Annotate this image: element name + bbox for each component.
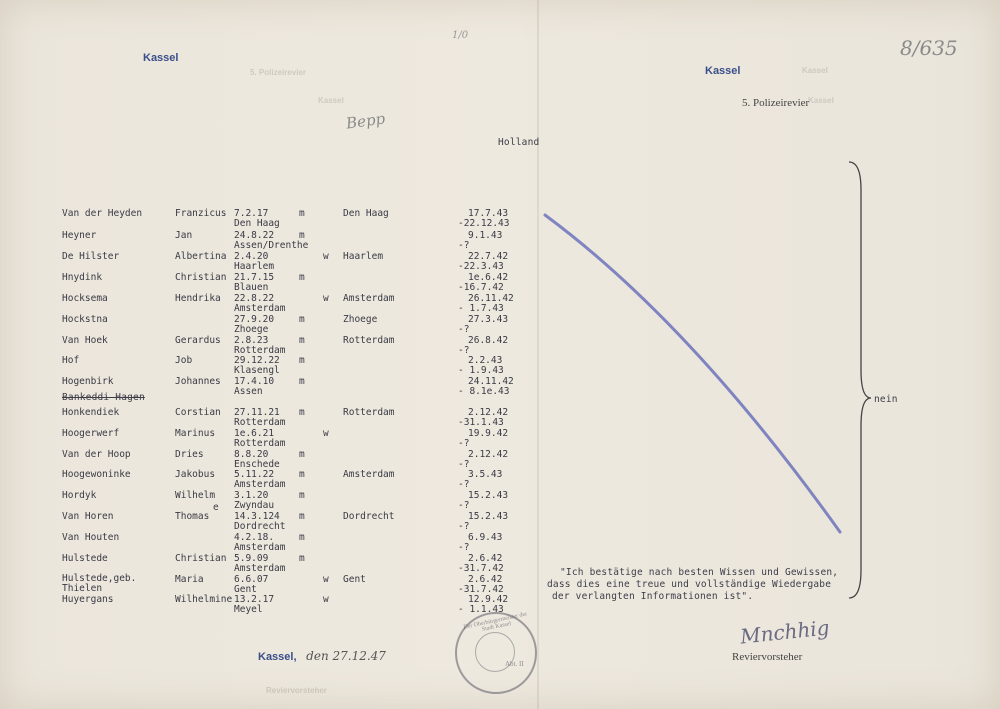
row-to-date: - 1.9.43 [458, 365, 504, 376]
row-surname: Hof [62, 355, 80, 366]
row-birth-date: 27.11.21 [234, 407, 280, 418]
row-sex: m [299, 335, 305, 346]
row-birth-date: 2.4.20 [234, 251, 269, 262]
row-birth-place: Amsterdam [234, 542, 286, 553]
row-surname: Honkendiek [62, 407, 120, 418]
row-birth-place: Dordrecht [234, 521, 286, 532]
row-birth-date: 14.3.124 [234, 511, 280, 522]
row-first-name: Thomas [175, 511, 210, 522]
row-surname: Hulstede [62, 553, 108, 564]
row-birth-place: Rotterdam [234, 345, 286, 356]
row-to-date: -? [458, 500, 470, 511]
row-to-date: -? [458, 542, 470, 553]
row-birth-date: 7.2.17 [234, 208, 269, 219]
row-residence: Haarlem [343, 251, 384, 262]
row-birth-date: 4.2.18. [234, 532, 275, 543]
row-birth-date: 29.12.22 [234, 355, 280, 366]
row-birth-place: Assen/Drenthe [234, 240, 309, 251]
row-birth-place: Gent [234, 584, 257, 595]
row-to-date: - 1.7.43 [458, 303, 504, 314]
row-surname: Van Horen [62, 511, 114, 522]
top-scrawl: 1/0 [452, 30, 469, 41]
faint-bleed-mark: Kassel [318, 96, 344, 105]
row-first-name: Wilhelmine [175, 594, 233, 605]
stamp-top-text: Der Oberbürgermeister der Stadt Kassel [463, 611, 528, 633]
row-surname: De Hilster [62, 251, 120, 262]
row-birth-place: Enschede [234, 459, 280, 470]
row-to-date: -? [458, 521, 470, 532]
row-from-date: 1e.6.42 [468, 272, 509, 283]
row-first-name: Maria [175, 574, 204, 585]
row-first-name: Marinus [175, 428, 216, 439]
row-sex: w [323, 574, 329, 585]
row-surname: Hordyk [62, 490, 97, 501]
row-to-date: - 8.1e.43 [458, 386, 510, 397]
row-surname: Van Hoek [62, 335, 108, 346]
row-from-date: 2.2.43 [468, 355, 503, 366]
row-surname: Van der Hoop [62, 449, 131, 460]
row-sex: m [299, 272, 305, 283]
row-from-date: 19.9.42 [468, 428, 509, 439]
struck-line: Bankeddi Hagen [62, 392, 145, 403]
row-first-name: Jakobus [175, 469, 216, 480]
row-sex: m [299, 314, 305, 325]
row-residence: Amsterdam [343, 293, 395, 304]
row-birth-date: 8.8.20 [234, 449, 269, 460]
row-birth-place: Haarlem [234, 261, 275, 272]
row-surname: Heyner [62, 230, 97, 241]
row-surname: Hockstna [62, 314, 108, 325]
row-birth-place: Rotterdam [234, 438, 286, 449]
row-sex: m [299, 407, 305, 418]
row-birth-place: Amsterdam [234, 303, 286, 314]
row-residence: Zhoege [343, 314, 378, 325]
row-birth-date: 3.1.20 [234, 490, 269, 501]
row-birth-place: Blauen [234, 282, 269, 293]
row-birth-date: 24.8.22 [234, 230, 275, 241]
curly-bracket [845, 160, 875, 600]
row-from-date: 2.6.42 [468, 553, 503, 564]
row-from-date: 17.7.43 [468, 208, 509, 219]
faint-bleed-mark: Reviervorsteher [266, 686, 327, 695]
row-surname: Hnydink [62, 272, 103, 283]
row-sex: m [299, 208, 305, 219]
row-surname: Huyergans [62, 594, 114, 605]
faint-bleed-mark: Kassel [802, 66, 828, 75]
row-residence: Rotterdam [343, 407, 395, 418]
row-surname: Hogenbirk [62, 376, 114, 387]
left-city-header: Kassel [143, 52, 179, 64]
row-from-date: 24.11.42 [468, 376, 514, 387]
pencil-mark: Bepp [344, 109, 387, 133]
row-to-date: -16.7.42 [458, 282, 504, 293]
row-from-date: 9.1.43 [468, 230, 503, 241]
row-sex: w [323, 594, 329, 605]
row-birth-place: Zwyndau [234, 500, 275, 511]
faint-bleed-mark: Kassel [808, 96, 834, 105]
certification-line: "Ich bestätige nach besten Wissen und Gewissen, [560, 567, 839, 578]
row-from-date: 2.12.42 [468, 449, 509, 460]
row-to-date: -? [458, 345, 470, 356]
row-from-date: 6.9.43 [468, 532, 503, 543]
row-surname: Hoogerwerf [62, 428, 120, 439]
row-birth-place: Rotterdam [234, 417, 286, 428]
row-first-name: Johannes [175, 376, 221, 387]
certification-line: der verlangten Informationen ist". [552, 591, 754, 602]
signature: Mnchhig [738, 615, 831, 649]
row-first-name: Hendrika [175, 293, 221, 304]
row-first-name: Job [175, 355, 193, 366]
row-sex: m [299, 532, 305, 543]
row-to-date: -? [458, 459, 470, 470]
row-sex: m [299, 469, 305, 480]
row-sex: w [323, 428, 329, 439]
row-surname: Van der Heyden [62, 208, 143, 219]
row-birth-place: Amsterdam [234, 479, 286, 490]
row-surname: Van Houten [62, 532, 120, 543]
row-from-date: 22.7.42 [468, 251, 509, 262]
row-sex: m [299, 355, 305, 366]
country-label: Holland [498, 137, 540, 148]
row-sex: w [323, 293, 329, 304]
row-first-name: Jan [175, 230, 193, 241]
row-first-name: Corstian [175, 407, 221, 418]
row-surname: Hoogewoninke [62, 469, 131, 480]
official-title: Reviervorsteher [732, 651, 803, 663]
row-birth-place: Zhoege [234, 324, 269, 335]
row-to-date: -? [458, 240, 470, 251]
row-residence: Amsterdam [343, 469, 395, 480]
row-to-date: -? [458, 479, 470, 490]
row-to-date: -31.7.42 [458, 584, 504, 595]
row-residence: Rotterdam [343, 335, 395, 346]
row-to-date: -22.12.43 [458, 218, 510, 229]
row-sex: m [299, 490, 305, 501]
row-sex: m [299, 230, 305, 241]
row-first-name: Gerardus [175, 335, 221, 346]
row-birth-date: 6.6.07 [234, 574, 269, 585]
row-birth-place: Meyel [234, 604, 263, 615]
row-sex: m [299, 553, 305, 564]
official-stamp [455, 612, 537, 694]
row-first-name: Franzicus [175, 208, 227, 219]
row-first-name: Wilhelm [175, 490, 216, 501]
row-to-date: -? [458, 324, 470, 335]
row-to-date: - 1.1.43 [458, 604, 504, 615]
stray-mark: e [213, 502, 219, 513]
row-surname: Hocksema [62, 293, 108, 304]
row-from-date: 3.5.43 [468, 469, 503, 480]
row-to-date: -22.3.43 [458, 261, 504, 272]
row-birth-place: Amsterdam [234, 563, 286, 574]
row-first-name: Christian [175, 553, 227, 564]
row-birth-date: 5.9.09 [234, 553, 269, 564]
row-birth-place: Den Haag [234, 218, 280, 229]
right-city-header: Kassel [705, 65, 741, 77]
row-birth-date: 5.11.22 [234, 469, 275, 480]
row-residence: Gent [343, 574, 366, 585]
row-residence: Dordrecht [343, 511, 395, 522]
row-surname: Hulstede,geb. Thielen [62, 573, 137, 594]
row-first-name: Albertina [175, 251, 227, 262]
row-birth-date: 1e.6.21 [234, 428, 275, 439]
place-date-handwritten: den 27.12.47 [306, 649, 386, 663]
row-from-date: 26.11.42 [468, 293, 514, 304]
row-sex: w [323, 251, 329, 262]
stamp-bottom-text: Abt. II [505, 660, 524, 668]
row-to-date: -31.7.42 [458, 563, 504, 574]
row-birth-date: 21.7.15 [234, 272, 275, 283]
row-birth-date: 22.8.22 [234, 293, 275, 304]
faint-bleed-mark: 5. Polizeirevier [250, 68, 307, 77]
archive-number: 8/635 [900, 36, 958, 60]
row-residence: Den Haag [343, 208, 389, 219]
row-birth-place: Klasengl [234, 365, 280, 376]
row-birth-date: 17.4.10 [234, 376, 275, 387]
row-from-date: 2.6.42 [468, 574, 503, 585]
row-birth-date: 2.8.23 [234, 335, 269, 346]
row-sex: m [299, 376, 305, 387]
row-sex: m [299, 449, 305, 460]
row-from-date: 15.2.43 [468, 490, 509, 501]
row-birth-date: 13.2.17 [234, 594, 275, 605]
row-from-date: 26.8.42 [468, 335, 509, 346]
row-first-name: Christian [175, 272, 227, 283]
precinct-label: 5. Polizeirevier [742, 97, 810, 109]
row-sex: m [299, 511, 305, 522]
row-birth-date: 27.9.20 [234, 314, 275, 325]
place-date-city: Kassel, [258, 651, 297, 663]
row-birth-place: Assen [234, 386, 263, 397]
nein-label: nein [874, 394, 898, 405]
row-from-date: 12.9.42 [468, 594, 509, 605]
row-from-date: 2.12.42 [468, 407, 509, 418]
place-date [258, 645, 386, 664]
row-to-date: -? [458, 438, 470, 449]
row-from-date: 27.3.43 [468, 314, 509, 325]
page-fold [537, 0, 539, 709]
row-first-name: Dries [175, 449, 204, 460]
certification-line: dass dies eine treue und vollständige Wiedergabe [547, 579, 832, 590]
row-from-date: 15.2.43 [468, 511, 509, 522]
row-to-date: -31.1.43 [458, 417, 504, 428]
